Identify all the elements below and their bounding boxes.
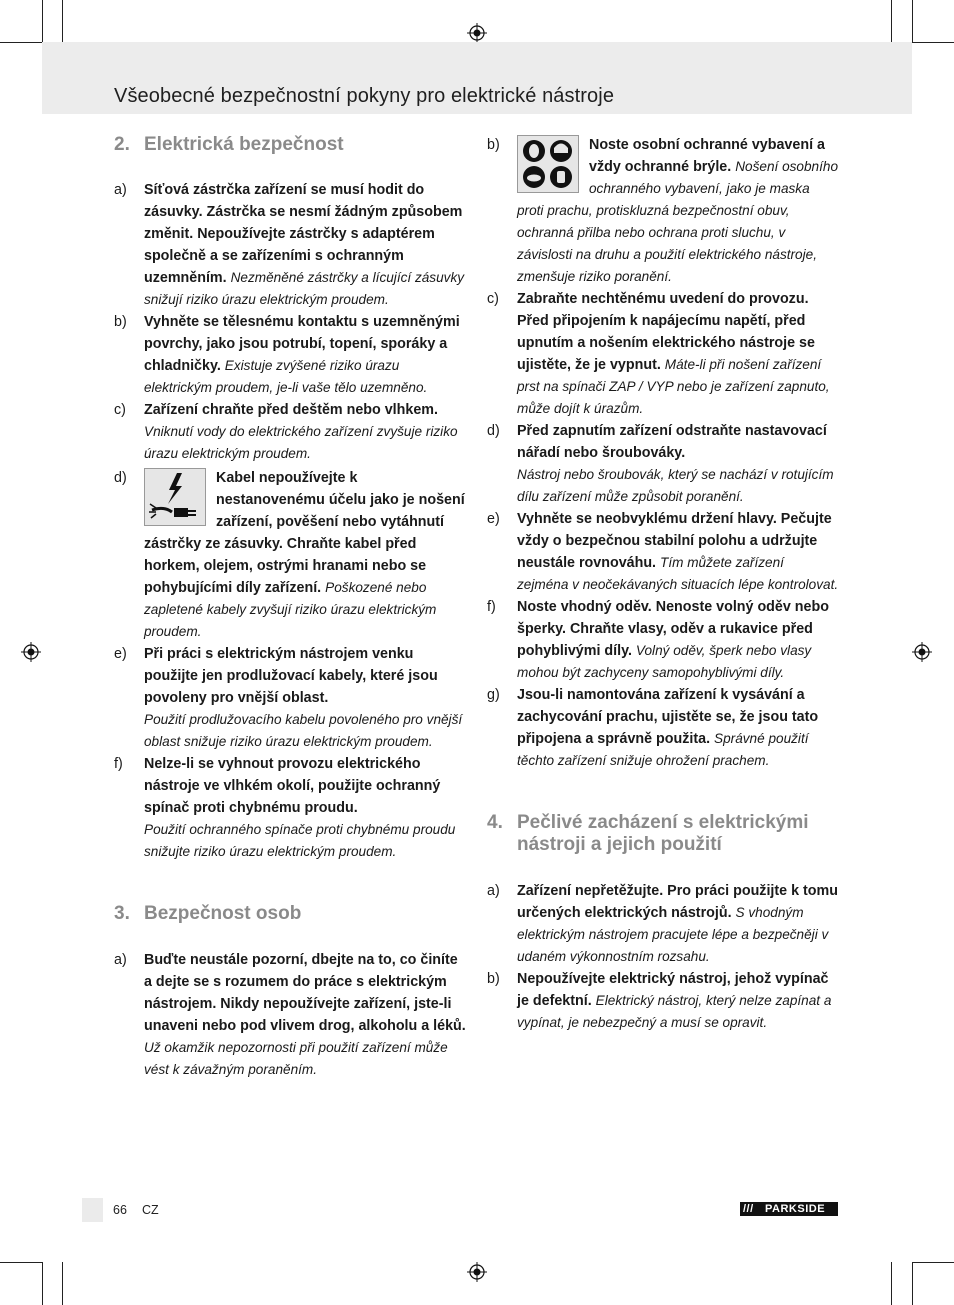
- section-number: 3.: [114, 903, 130, 924]
- section-heading-tool-use: [487, 812, 839, 856]
- item-italic-text: Použití prodlužovacího kabelu povoleného pro vnější oblast snižuje riziko úrazu elektrickým proudem.: [144, 712, 463, 749]
- item-bold-text: Buďte neustále pozorní, dbejte na to, co činíte a dejte se s rozumem do práce s elektrickým nástrojem. Nikdy nepoužívejte zařízení, jste-li unaveni nebo pod vlivem drog, alkoholu a léků.: [144, 952, 466, 1034]
- list-item: [114, 179, 466, 311]
- item-italic-text: Poškozené nebo zapletené kabely zvyšují riziko úrazu elektrickým proudem.: [144, 580, 437, 639]
- item-bold-text: Vyhněte se neobvyklému držení hlavy. Pečujte vždy o bezpečnou stabilní polohu a udržujte neustále rovnováhu.: [517, 511, 832, 571]
- crop-mark: [62, 0, 63, 44]
- item-bold-text: Síťová zástrčka zařízení se musí hodit do zásuvky. Zástrčka se nesmí žádným způsobem změnit. Nepoužívejte zástrčky s adaptérem společně a se zařízeními s ochranným uzemněním.: [144, 182, 463, 286]
- crop-mark: [0, 1262, 42, 1263]
- list-item: [487, 134, 839, 288]
- item-italic-text: Použití ochranného spínače proti chybnému proudu snižujte riziko úrazu elektrickým proudem.: [144, 822, 456, 859]
- item-label: a): [114, 952, 127, 968]
- registration-mark-icon: [467, 1262, 487, 1282]
- registration-mark-icon: [467, 23, 487, 43]
- item-label: b): [487, 137, 500, 153]
- crop-mark: [891, 1262, 892, 1305]
- list-item: [114, 643, 466, 753]
- item-label: a): [487, 883, 500, 899]
- page-title: Všeobecné bezpečnostní pokyny pro elektrické nástroje: [114, 85, 615, 107]
- item-label: e): [114, 646, 127, 662]
- section-title: Elektrická bezpečnost: [144, 134, 344, 155]
- crop-mark: [912, 0, 913, 42]
- list-item: [114, 949, 466, 1081]
- item-bold-text: Zařízení nepřetěžujte. Pro práci použijte k tomu určených elektrických nástrojů.: [517, 883, 838, 921]
- list-item: [487, 684, 839, 772]
- list-item: [487, 508, 839, 596]
- item-bold-text: Nelze-li se vyhnout provozu elektrického nástroje ve vlhkém okolí, použijte ochranný spínač proti chybnému proudu.: [144, 756, 441, 816]
- item-italic-text: Nezměněné zástrčky a lícující zásuvky snižují riziko úrazu elektrickým proudem.: [144, 270, 465, 307]
- crop-mark: [912, 1262, 913, 1305]
- footer-box: [82, 1198, 103, 1222]
- item-italic-text: Vniknutí vody do elektrického zařízení zvyšuje riziko úrazu elektrickým proudem.: [144, 424, 458, 461]
- crop-mark: [62, 1262, 63, 1305]
- item-label: d): [487, 423, 500, 439]
- item-bold-text: Kabel nepoužívejte k nestanovenému účelu jako je nošení zařízení, pověšení nebo vytáhnutí zástrčky ze zásuvky. Chraňte kabel před horkem, olejem, ostrými hranami nebo se pohybujícími díly zařízení.: [144, 470, 465, 596]
- list-item: [114, 753, 466, 863]
- item-label: e): [487, 511, 500, 527]
- list-item: [114, 467, 466, 643]
- crop-mark: [0, 42, 42, 43]
- section-number: 2.: [114, 134, 130, 155]
- item-italic-text: Tím můžete zařízení zejména v neočekávaných situacích lépe kontrolovat.: [517, 555, 839, 592]
- item-italic-text: Existuje zvýšené riziko úrazu elektrickým proudem, je-li vaše tělo uzemněno.: [144, 358, 428, 395]
- item-bold-text: Před zapnutím zařízení odstraňte nastavovací nářadí nebo šroubováky.: [517, 423, 827, 461]
- page-number: 66: [113, 1203, 127, 1217]
- list-item: [114, 311, 466, 399]
- language-code: CZ: [142, 1203, 159, 1217]
- item-bold-text: Při práci s elektrickým nástrojem venku použijte jen prodlužovací kabely, které jsou povoleny pro vnější oblast.: [144, 646, 438, 706]
- item-italic-text: Elektrický nástroj, který nelze zapínat a vypínat, je nebezpečný a musí se opravit.: [517, 993, 832, 1030]
- brand-logo: [740, 1202, 838, 1216]
- item-italic-text: Už okamžik nepozornosti při použití zařízení může vést k závažným poraněním.: [144, 1040, 448, 1077]
- crop-mark: [42, 1262, 43, 1305]
- item-label: f): [114, 756, 123, 772]
- ppe-icons: [517, 135, 579, 193]
- item-label: g): [487, 687, 500, 703]
- item-italic-text: Máte-li při nošení zařízení prst na spínači ZAP / VYP nebo je zařízení zapnuto, může dojít k úrazům.: [517, 357, 830, 416]
- item-bold-text: Zařízení chraňte před deštěm nebo vlhkem.: [144, 402, 438, 418]
- registration-mark-icon: [912, 642, 932, 662]
- electric-shock-icon: [144, 468, 206, 526]
- crop-mark: [891, 0, 892, 44]
- item-italic-text: S vhodným elektrickým nástrojem pracujete lépe a bezpečněji v udaném výkonnostním rozsahu.: [517, 905, 829, 964]
- list-item: [487, 596, 839, 684]
- item-italic-text: Správné použití těchto zařízení snižuje ohrožení prachem.: [517, 731, 809, 768]
- item-bold-text: Vyhněte se tělesnému kontaktu s uzemněnými povrchy, jako jsou potrubí, topení, sporáky a chladničky.: [144, 314, 460, 374]
- item-bold-text: Jsou-li namontována zařízení k vysávání a zachycování prachu, ujistěte se, že jsou tato připojena a správně použita.: [517, 687, 819, 747]
- section-heading-electrical-safety: [114, 134, 466, 156]
- item-label: b): [487, 971, 500, 987]
- section-title: Bezpečnost osob: [144, 903, 302, 924]
- crop-mark: [912, 1262, 954, 1263]
- brand-slashes: ///: [743, 1203, 754, 1215]
- item-bold-text: Noste vhodný oděv. Nenoste volný oděv nebo šperky. Chraňte vlasy, oděv a rukavice před pohyblivými díly.: [517, 599, 829, 659]
- item-italic-text: Volný oděv, šperk nebo vlasy mohou být zachyceny samopohyblivými díly.: [517, 643, 812, 680]
- item-bold-text: Noste osobní ochranné vybavení a vždy ochranné brýle.: [589, 137, 825, 175]
- crop-mark: [42, 0, 43, 42]
- registration-mark-icon: [21, 642, 41, 662]
- item-italic-text: Nošení osobního ochranného vybavení, jako je maska proti prachu, protiskluzná bezpečnostní obuv, ochranná přilba nebo ochrana proti sluchu, v závislosti na druhu a použití elektrického nástroje, zmenšuje riziko poranění.: [517, 159, 839, 284]
- list-item: [487, 288, 839, 420]
- list-item: [114, 399, 466, 465]
- item-label: b): [114, 314, 127, 330]
- item-label: f): [487, 599, 496, 615]
- list-item: [487, 968, 839, 1034]
- crop-mark: [912, 42, 954, 43]
- item-bold-text: Zabraňte nechtěnému uvedení do provozu. Před připojením k napájecímu napětí, před upnutím a nošením elektrického nástroje se ujistěte, že je vypnut.: [517, 291, 815, 373]
- item-bold-text: Nepoužívejte elektrický nástroj, jehož vypínač je defektní.: [517, 971, 829, 1009]
- item-label: c): [114, 402, 126, 418]
- section-number: 4.: [487, 812, 503, 833]
- item-italic-text: Nástroj nebo šroubovák, který se nachází v rotujícím dílu zařízení může způsobit poranění.: [517, 467, 834, 504]
- list-item: [487, 420, 839, 508]
- item-label: c): [487, 291, 499, 307]
- list-item: [487, 880, 839, 968]
- item-label: a): [114, 182, 127, 198]
- right-column: [487, 134, 839, 1034]
- brand-name: PARKSIDE: [765, 1203, 826, 1215]
- section-title: Pečlivé zacházení s elektrickými nástroji a jejich použití: [517, 812, 809, 855]
- item-label: d): [114, 470, 127, 486]
- left-column: [114, 130, 466, 1081]
- section-heading-personal-safety: [114, 903, 466, 925]
